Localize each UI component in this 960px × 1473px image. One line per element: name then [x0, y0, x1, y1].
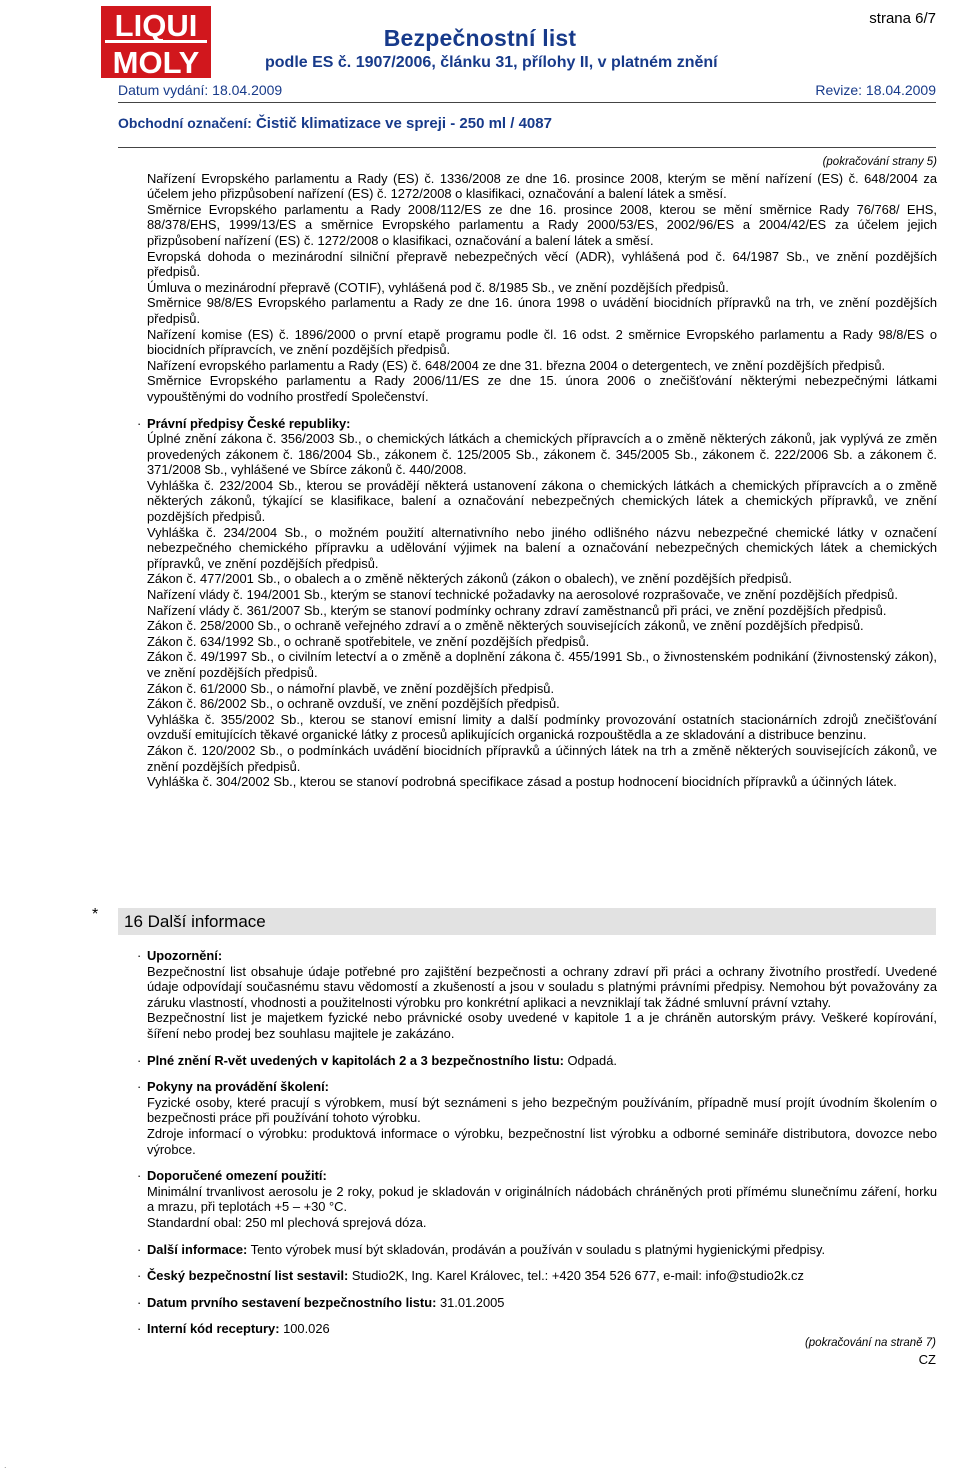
law-text: Nařízení vlády č. 194/2001 Sb., kterým se stanoví technické požadavky na aerosolové rozprašovače, ve znění pozdějších předpisů. — [147, 587, 898, 603]
further-info-label: Další informace: — [147, 1241, 248, 1257]
bullet-dot: · — [137, 1268, 142, 1284]
section-16-header — [118, 908, 936, 935]
law-text: Zákon č. 120/2002 Sb., o podmínkách uvádění biocidních přípravků a účinných látek na trh a změně některých souvisejících zákonů, ve znění pozdějších předpisů. — [147, 742, 937, 774]
logo-text-liqui: LIQUI — [114, 8, 198, 43]
bullet-dot: · — [137, 948, 142, 963]
logo-text-moly: MOLY — [112, 45, 200, 78]
first-issue-value: 31.01.2005 — [436, 1294, 505, 1310]
revision-marker: * — [92, 906, 99, 923]
recipe-code-label: Interní kód receptury: — [147, 1321, 280, 1337]
law-text: Zákon č. 49/1997 Sb., o civilním letectví a o změně a doplnění zákona č. 455/1991 Sb., o živnostenském podnikání (živnostenský zákon), ve znění pozdějších předpisů. — [147, 649, 937, 680]
law-text: Zákon č. 477/2001 Sb., o obalech a o změně některých zákonů (zákon o obalech), ve znění pozdějších předpisů. — [147, 571, 792, 587]
law-text: Zákon č. 61/2000 Sb., o námořní plavbě, ve znění pozdějších předpisů. — [147, 680, 555, 696]
bullet-dot: · — [137, 1321, 142, 1337]
section-16-body — [137, 948, 937, 1337]
product-divider — [118, 147, 936, 148]
law-text: Vyhláška č. 304/2002 Sb., kterou se stanoví podrobná specifikace zásad a postup hodnocení biocidních přípravků a účinných látek. — [147, 774, 897, 790]
header-divider — [118, 102, 936, 103]
corner-mark: . — [4, 1460, 7, 1470]
r-phrases-value: Odpadá. — [563, 1052, 617, 1068]
recipe-code-item — [137, 1321, 937, 1337]
regulation-text: Evropská dohoda o mezinárodní silniční přepravě nebezpečných věcí (ADR), vyhlášená pod č. 64/1987 Sb., ve znění pozdějších předpisů. — [147, 248, 937, 280]
usage-limits-text: Minimální trvanlivost aerosolu je 2 roky, pokud je skladován v originálních nádobách chráněných proti přímému slunečnímu záření, horku a mrazu, při teplotách +5 – +30 °C. — [147, 1183, 937, 1215]
issue-date: Datum vydání: 18.04.2009 — [118, 82, 283, 98]
bullet-dot: · — [137, 1241, 142, 1257]
law-text: Zákon č. 258/2000 Sb., o ochraně veřejného zdraví a o změně některých souvisejících zákonů, ve znění pozdějších předpisů. — [147, 618, 864, 634]
regulation-text: Směrnice Evropského parlamentu a Rady 2008/112/ES ze dne 16. prosince 2008, kterou se mění směrnice Rady 76/768/ EHS, 88/378/EHS, 1999/13/ES a směrnice Evropského parlamentu a Rady 2000/53/ES, 2002/96/ES a 2004/42/ES za účelem jejich přizpůsobení nařízení (ES) č. 1272/2008 o klasifikaci, označování a balení látek a směsí. — [147, 201, 937, 248]
law-text: Vyhláška č. 232/2004 Sb., kterou se provádějí některá ustanovení zákona o chemických látkách a chemických přípravcích a o změně některých zákonů, týkající se klasifikace, balení a označování nebezpečných chemických látek a chemických přípravků, ve znění pozdějších předpisů. — [147, 477, 937, 525]
revision-date: Revize: 18.04.2009 — [815, 82, 936, 98]
regulation-text: Úmluva o mezinárodní přepravě (COTIF), vyhlášená pod č. 8/1985 Sb., ve znění pozdějších předpisů. — [147, 279, 729, 295]
author-item — [137, 1268, 937, 1284]
notice-text: Bezpečnostní list je majetkem fyzické nebo právnické osoby uvedené v kapitole 1 a je chráněn autorským právy. Veškeré kopírování, šíření nebo prodej bez souhlasu majitele je zakázáno. — [147, 1010, 937, 1041]
usage-limits-text: Standardní obal: 250 ml plechová sprejová dóza. — [147, 1214, 427, 1230]
law-text: Úplné znění zákona č. 356/2003 Sb., o chemických látkách a chemických přípravcích a o změně některých zákonů, jak vyplývá ze změn provedených zákonem č. 186/2004 Sb., zákonem č. 125/2005 Sb., zákonem č. 345/2005 Sb., zákonem č. 222/2006 Sb. a zákonem č. 371/2008 Sb., vyhlášené ve Sbírce zákonů č. 440/2008. — [147, 431, 937, 478]
r-phrases-item — [137, 1052, 937, 1069]
regulation-text: Nařízení evropského parlamentu a Rady (ES) č. 648/2004 ze dne 31. března 2004 o detergentech, ve znění pozdějších předpisů. — [147, 357, 886, 373]
product-label: Obchodní označení: — [118, 115, 252, 131]
first-issue-label: Datum prvního sestavení bezpečnostního listu: — [147, 1294, 437, 1310]
bullet-dot: · — [137, 415, 142, 431]
author-label: Český bezpečnostní list sestavil: — [147, 1268, 349, 1284]
regulation-text: Nařízení komise (ES) č. 1896/2000 o první etapě programu podle čl. 16 odst. 2 směrnice Evropského parlamentu a Rady 98/8/ES o biocidních přípravcích, ve znění pozdějších předpisů. — [147, 326, 937, 358]
further-info-item — [137, 1241, 937, 1258]
training-text: Fyzické osoby, které pracují s výrobkem, musí být seznámeni s jeho bezpečným používáním, případně musí projít úvodním školením o bezpečnosti práce při používání tohoto výrobku. — [147, 1094, 937, 1126]
training-text: Zdroje informací o výrobku: produktová informace o výrobku, bezpečnostní list výrobku a odborné semináře distributora, dovozce nebo výrobce. — [147, 1125, 937, 1157]
bullet-dot: · — [137, 1168, 142, 1184]
document-subtitle: podle ES č. 1907/2006, článku 31, přílohy II, v platném znění — [265, 54, 718, 71]
law-text: Vyhláška č. 355/2002 Sb., kterou se stanoví emisní limity a další podmínky provozování ostatních stacionárních zdrojů znečišťování ovzduší emitujících těkavé organické látky z procesů aplikujících organická rozpouštědla a ze skladování a distribuce benzinu. — [147, 711, 937, 743]
section-16-title: 16 Další informace — [124, 912, 266, 931]
law-text: Nařízení vlády č. 361/2007 Sb., kterým se stanoví podmínky ochrany zdraví zaměstnanců při práci, ve znění pozdějších předpisů. — [147, 602, 887, 618]
law-text: Vyhláška č. 234/2004 Sb., o možném použití alternativního nebo jiného odlišného názvu nebezpečné chemické látky v označení nebezpečného chemického přípravku a udělování výjimek na balení a označování nebezpečných chemických látek a chemických přípravků, ve znění pozdějších předpisů. — [147, 524, 937, 571]
first-issue-item — [137, 1294, 937, 1311]
product-name-row — [118, 115, 552, 132]
regulations-block — [137, 155, 937, 790]
regulation-text: Směrnice 98/8/ES Evropského parlamentu a Rady ze dne 16. února 1998 o uvádění biocidních přípravků na trh, ve znění pozdějších předpisů. — [147, 295, 937, 326]
law-text: Zákon č. 86/2002 Sb., o ochraně ovzduší, ve znění pozdějších předpisů. — [147, 696, 560, 712]
r-phrases-label: Plné znění R-vět uvedených v kapitolách 2 a 3 bezpečnostního listu: — [147, 1052, 564, 1068]
document-title: Bezpečnostní list — [383, 25, 577, 51]
product-name: Čistič klimatizace ve spreji - 250 ml / 4087 — [255, 115, 552, 132]
author-value: Studio2K, Ing. Karel Královec, tel.: +420 354 526 677, e-mail: info@studio2k.cz — [348, 1268, 804, 1284]
notice-label: Upozornění: — [147, 948, 223, 963]
recipe-code-value: 100.026 — [279, 1321, 330, 1337]
continued-on: (pokračování na straně 7) — [804, 1337, 936, 1349]
language-code: CZ — [918, 1352, 936, 1367]
training-item — [137, 1079, 937, 1157]
notice-item — [137, 948, 937, 1042]
bullet-dot: · — [137, 1052, 142, 1068]
bullet-dot: · — [137, 1079, 142, 1095]
notice-text: Bezpečnostní list obsahuje údaje potřebné pro zajištění bezpečnosti a ochrany zdraví při práci a ochrany životního prostředí. Uvedené údaje odpovídají současnému stavu vědomostí a zkušeností a jsou v souladu s platnými právními předpisy. Nemohou být považovány za záruku vlastností, vhodnosti a použitelnosti výrobku pro konkrétní aplikaci a nevzniklají tak žádné smluvní právní vztahy. — [147, 963, 937, 1010]
further-info-value: Tento výrobek musí být skladován, prodáván a používán v souladu s platnými hygienickými předpisy. — [247, 1241, 826, 1257]
regulation-text: Nařízení Evropského parlamentu a Rady (ES) č. 1336/2008 ze dne 16. prosince 2008, kterým se mění nařízení (ES) č. 648/2004 za účelem jeho přizpůsobení nařízení (ES) č. 1272/2008 o klasifikaci, označování a balení látek a směsí. — [147, 170, 937, 202]
date-row — [118, 82, 936, 98]
usage-limits-label: Doporučené omezení použití: — [147, 1168, 327, 1184]
page-number: strana 6/7 — [869, 10, 936, 27]
continued-from: (pokračování strany 5) — [822, 156, 937, 168]
usage-limits-item — [137, 1168, 937, 1230]
czech-legislation-heading: Právní předpisy České republiky: — [147, 415, 351, 431]
bullet-dot: · — [137, 1294, 142, 1310]
training-label: Pokyny na provádění školení: — [147, 1079, 329, 1095]
law-text: Zákon č. 634/1992 Sb., o ochraně spotřebitele, ve znění pozdějších předpisů. — [147, 633, 590, 649]
czech-legislation — [137, 415, 937, 790]
regulation-text: Směrnice Evropského parlamentu a Rady 2006/11/ES ze dne 15. února 2006 o znečišťování některými nebezpečnými látkami vypouštěnými do vodního prostředí Společenství. — [147, 373, 937, 404]
